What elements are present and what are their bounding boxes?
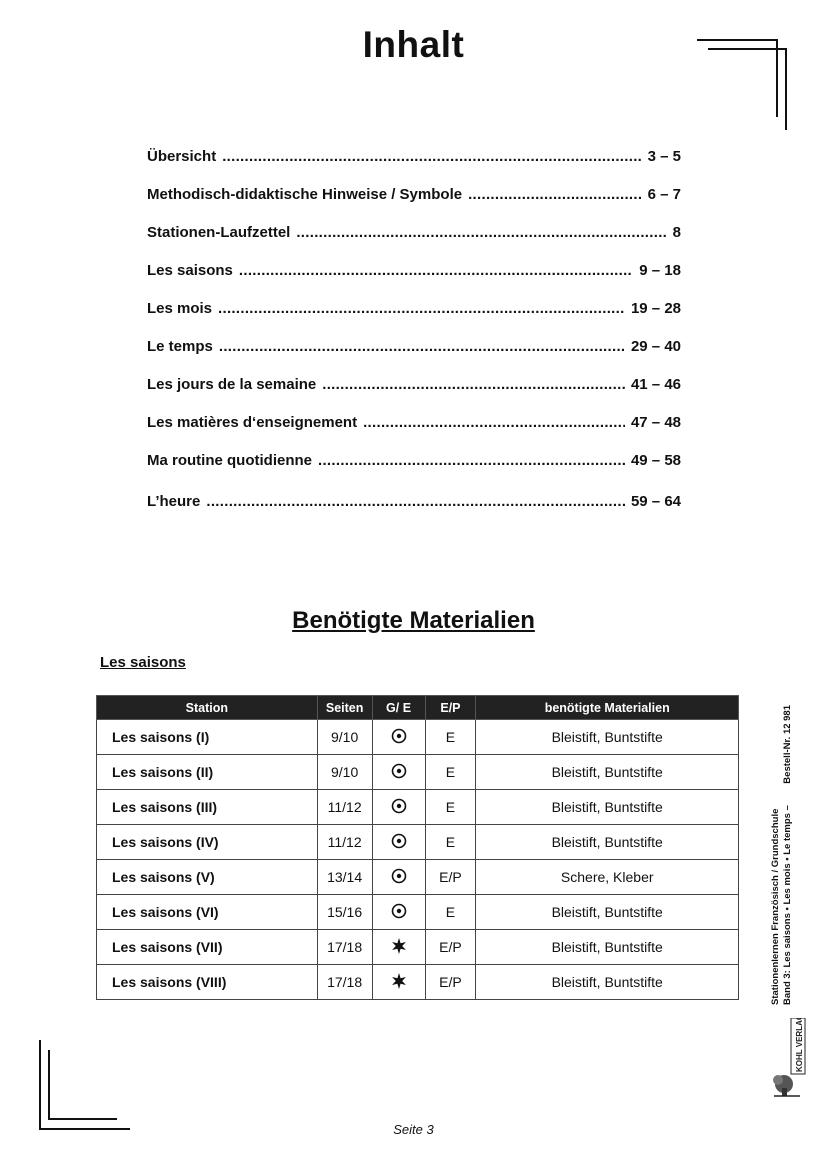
seiten-cell: 9/10 [317,720,372,755]
table-row [97,860,739,895]
materials-cell: Bleistift, Buntstifte [476,720,739,755]
toc-entry [147,414,681,436]
toc-entry-label: Le temps [147,338,213,355]
toc-entry [147,493,681,515]
toc-entry-label: Stationen-Laufzettel [147,224,291,241]
toc-entry [147,262,681,284]
toc-entry [147,224,681,246]
table-row [97,965,739,1000]
star-icon [391,974,407,993]
materials-cell: Schere, Kleber [476,860,739,895]
materials-table [96,695,739,1000]
sidebar-publisher-info [770,705,794,1005]
group-symbol-cell [372,895,425,930]
column-header-station: Station [97,696,318,720]
toc-entry-label: Les jours de la semaine [147,376,317,393]
toc-entry-pages: 29 – 40 [630,338,681,355]
toc-entry [147,376,681,398]
materials-section-heading: Les saisons [100,654,186,671]
group-symbol-cell [372,930,425,965]
toc-entry-pages: 3 – 5 [647,148,681,165]
toc-entry [147,338,681,360]
toc-leader-dots [222,148,641,165]
volume-title: Band 3: Les saisons • Les mois • Le temps – [782,805,793,1005]
seiten-cell: 17/18 [317,965,372,1000]
toc-entry [147,452,681,474]
table-header-row [97,696,739,720]
toc-entry-pages: 47 – 48 [630,414,681,431]
materials-cell: Bleistift, Buntstifte [476,790,739,825]
column-header-materials: benötigte Materialien [476,696,739,720]
toc-entry-pages: 59 – 64 [630,493,681,510]
column-header-ge: G/ E [372,696,425,720]
seiten-cell: 9/10 [317,755,372,790]
materials-cell: Bleistift, Buntstifte [476,755,739,790]
ep-cell: E [425,895,476,930]
toc-entry-label: L’heure [147,493,201,510]
station-cell: Les saisons (VI) [97,895,318,930]
toc-entry [147,186,681,208]
logo-text: KOHL VERLAG [795,1018,804,1072]
toc-leader-dots [206,493,625,510]
station-cell: Les saisons (I) [97,720,318,755]
group-symbol-cell [372,755,425,790]
table-row [97,930,739,965]
ep-cell: E [425,755,476,790]
order-number: Bestell-Nr. 12 981 [782,705,793,784]
table-row [97,755,739,790]
group-symbol-cell [372,825,425,860]
target-icon [391,834,407,853]
toc-leader-dots [322,376,625,393]
materials-cell: Bleistift, Buntstifte [476,895,739,930]
toc-entry-pages: 9 – 18 [639,262,681,279]
station-cell: Les saisons (VIII) [97,965,318,1000]
toc-leader-dots [318,452,625,469]
station-cell: Les saisons (V) [97,860,318,895]
group-symbol-cell [372,790,425,825]
target-icon [391,764,407,783]
toc-entry [147,148,681,170]
table-row [97,895,739,930]
toc-entry-label: Ma routine quotidienne [147,452,312,469]
toc-leader-dots [468,186,642,203]
ep-cell: E [425,720,476,755]
seiten-cell: 11/12 [317,825,372,860]
page-number: Seite 3 [393,1122,434,1137]
station-cell: Les saisons (III) [97,790,318,825]
toc-entry-label: Les mois [147,300,213,317]
station-cell: Les saisons (IV) [97,825,318,860]
toc-leader-dots [239,262,633,279]
toc-entry-label: Übersicht [147,148,217,165]
materials-cell: Bleistift, Buntstifte [476,825,739,860]
table-row [97,720,739,755]
toc-entry-label: Methodisch-didaktische Hinweise / Symbole [147,186,463,203]
publisher-logo [772,1018,808,1098]
toc-entry [147,300,681,322]
materials-cell: Bleistift, Buntstifte [476,965,739,1000]
toc-leader-dots [363,414,625,431]
materials-cell: Bleistift, Buntstifte [476,930,739,965]
ep-cell: E [425,825,476,860]
materials-heading: Benötigte Materialien [292,607,535,634]
seiten-cell: 17/18 [317,930,372,965]
table-row [97,790,739,825]
toc-leader-dots [296,224,666,241]
ep-cell: E [425,790,476,825]
toc-leader-dots [219,338,625,355]
seiten-cell: 11/12 [317,790,372,825]
toc-entry-pages: 19 – 28 [630,300,681,317]
target-icon [391,869,407,888]
star-icon [391,939,407,958]
group-symbol-cell [372,720,425,755]
ep-cell: E/P [425,930,476,965]
series-title: Stationenlernen Französisch / Grundschule [770,808,781,1005]
table-row [97,825,739,860]
seiten-cell: 13/14 [317,860,372,895]
station-cell: Les saisons (II) [97,755,318,790]
toc-entry-pages: 6 – 7 [647,186,681,203]
ep-cell: E/P [425,860,476,895]
target-icon [391,904,407,923]
group-symbol-cell [372,860,425,895]
toc-entry-pages: 49 – 58 [630,452,681,469]
station-cell: Les saisons (VII) [97,930,318,965]
toc-entry-label: Les matières d‘enseignement [147,414,358,431]
toc-entry-pages: 8 [672,224,681,241]
page-title: Inhalt [362,24,465,65]
column-header-ep: E/P [425,696,476,720]
toc-leader-dots [218,300,625,317]
toc-entry-pages: 41 – 46 [630,376,681,393]
target-icon [391,729,407,748]
ep-cell: E/P [425,965,476,1000]
seiten-cell: 15/16 [317,895,372,930]
toc-entry-label: Les saisons [147,262,233,279]
group-symbol-cell [372,965,425,1000]
target-icon [391,799,407,818]
column-header-seiten: Seiten [317,696,372,720]
